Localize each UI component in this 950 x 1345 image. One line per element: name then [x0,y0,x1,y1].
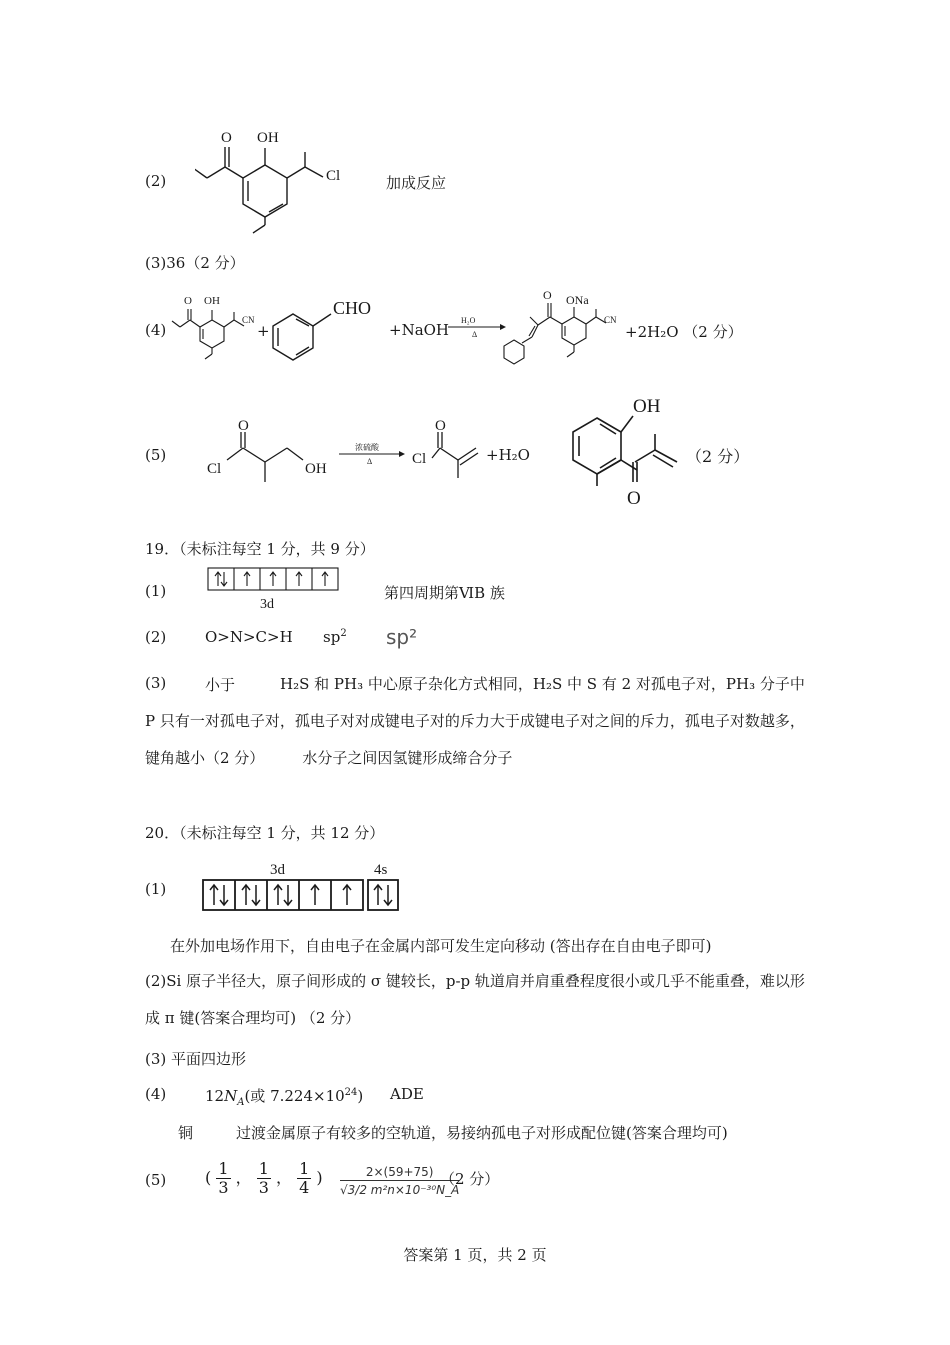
q18-p4-naoh: +NaOH [389,321,450,339]
q20-header: 20．（未标注每空 1 分，共 12 分） [145,824,385,842]
prod-CN: CN [604,315,617,325]
q19-p3-text: H₂S 和 PH₃ 中心原子杂化方式相同，H₂S 中 S 有 2 对孤电子对，PH₃ 分子中 P 只有一对孤电子对，孤电子对对成键电子对的斥力大于成键电子对之间的斥力，孤电子对数越多，键角越小（2 分） 水分子之间因氢键形成缔合分子 [145,675,805,767]
q19-p3-lead: 小于 [205,676,236,694]
q18-p4-product [502,285,632,370]
prod-O: O [543,288,552,302]
arrow-bottom: Δ [472,330,478,339]
q18-p5-score: （2 分） [686,447,750,466]
q20-p5-score: （2 分） [440,1170,500,1188]
q20-p3-text: (3) 平面四边形 [145,1050,247,1068]
q19-p2-label: (2) [145,628,167,646]
density-numerator: 2×(59+75) [340,1165,459,1181]
q19-p1-label: (1) [145,582,167,600]
p2-O: O [221,130,232,146]
q18-p5-label: (5) [145,446,167,464]
q18-p2-label: (2) [145,172,167,190]
r5-Cl: Cl [207,461,222,477]
r1-CN: CN [242,315,255,325]
q18-p4-plus: + [257,322,270,340]
q20-orbital-diagram [200,858,405,914]
q19-p1-answer: 第四周期第ⅥB 族 [384,584,505,602]
q19-p2-hyb2: sp² [386,625,418,649]
p5-arrow-top: 浓硫酸 [355,443,379,452]
q18-p3: (3)36（2 分） [145,254,245,272]
q19-p2-order: O>N>C>H [205,628,293,646]
q19-orbital-diagram [206,566,340,614]
q19-p2-hyb: $sp^2$ [323,628,347,646]
orb-3d: 3d [270,862,285,878]
q20-p4-reason: 过渡金属原子有较多的空轨道，易接纳孤电子对形成配位键(答案合理均可) [236,1124,728,1142]
r1-OH: OH [204,295,220,307]
q18-p5-arrow [337,440,407,466]
q20-p4-metal: 铜 [178,1124,194,1142]
q20-p4-label: (4) [145,1085,167,1103]
q19-p3-tail: 水分子之间因氢键形成缔合分子 [302,749,513,767]
density-denominator: √3/2 m²n×10⁻³⁰N_A [340,1183,460,1197]
q18-p4-reactant1 [168,290,258,360]
p5-arrow-bottom: Δ [367,457,373,466]
q18-p4-benzaldehyde [265,292,390,362]
q20-p5-coord: ( $\frac{1}{3}$ ， $\frac{1}{3}$ ， $\frac{1}{4}$ ) [205,1159,323,1197]
r5-OH: OH [305,461,327,477]
q20-p1-label: (1) [145,880,167,898]
q20-p4-value: $12N_A$(或 $7.224\times 10^{24}$) [205,1087,364,1108]
orb-4s: 4s [374,862,388,878]
m2-OH: OH [633,396,661,417]
q18-p2-reaction: 加成反应 [386,174,447,192]
q19-p3-label: (3) [145,674,167,692]
p2-Cl: Cl [326,168,341,184]
q18-p5-h2o: +H₂O [486,446,530,464]
q19-header: 19．（未标注每空 1 分，共 9 分） [145,540,375,558]
q18-p4-arrow [446,313,506,339]
q18-p4-tail: +2H₂O （2 分） [625,323,743,341]
q18-p5-product [410,418,490,488]
q20-p2-text: (2)Si 原子半径大，原子间形成的 σ 键较长，p-p 轨道肩并肩重叠程度很小或几乎不能重叠，难以形成 π 键(答案合理均可) （2 分） [145,972,805,1027]
p2-OH: OH [257,130,279,146]
prod-ONa: ONa [566,293,589,307]
q20-p1-text: 在外加电场作用下，自由电子在金属内部可发生定向移动 (答出存在自由电子即可) [170,937,712,955]
q18-p4-label: (4) [145,321,167,339]
q20-p4-ans: ADE [390,1085,424,1103]
cho-text: CHO [333,298,372,318]
p5p-Cl: Cl [412,451,427,467]
q18-p5-reactant [205,418,335,488]
q18-p5-molecule2 [565,388,690,508]
arrow-top: H₂O [461,316,476,325]
q18-p2-molecule [195,120,365,235]
r5-O: O [238,418,249,434]
p5p-O: O [435,418,446,434]
m2-O: O [627,488,641,508]
page-footer: 答案第 1 页，共 2 页 [403,1246,547,1264]
orb-3d-label: 3d [260,597,274,612]
q20-p5-label: (5) [145,1171,167,1189]
r1-O: O [184,295,192,307]
